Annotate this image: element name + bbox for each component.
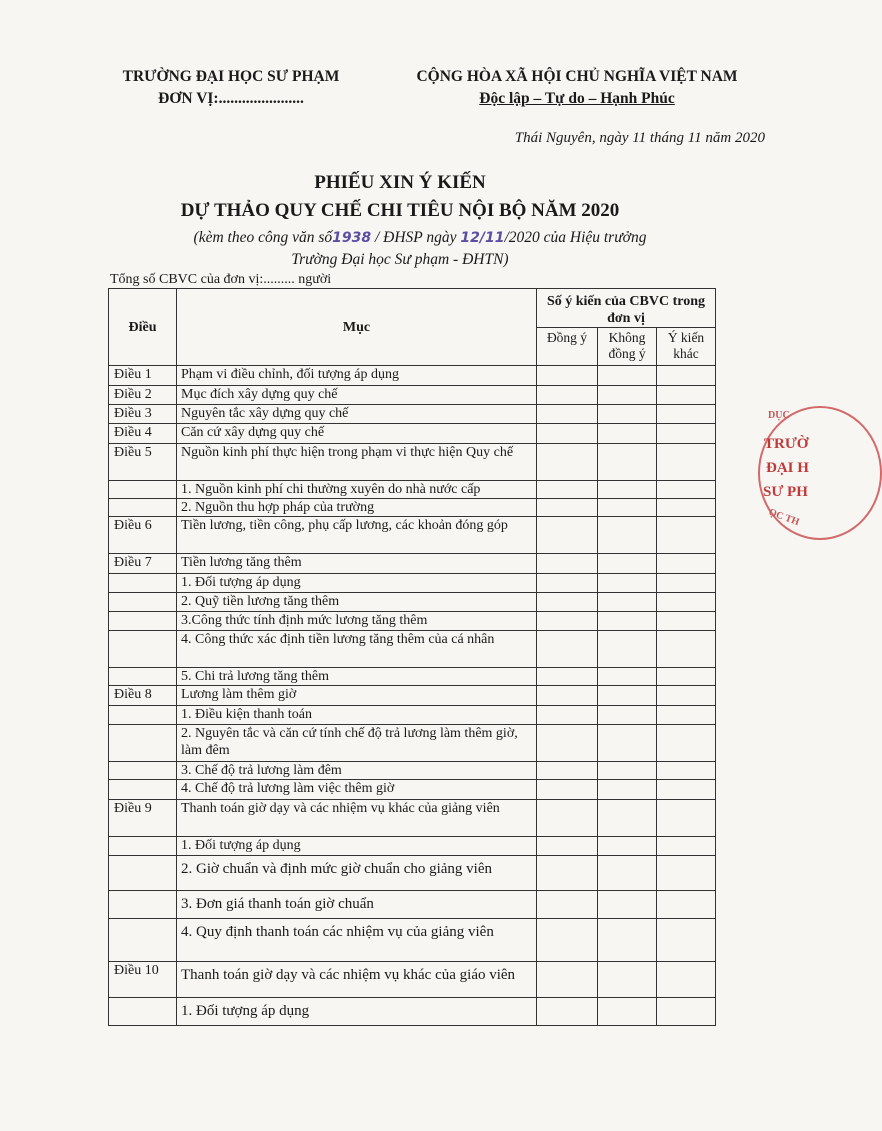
cell-agree[interactable] bbox=[537, 593, 598, 612]
table-row bbox=[109, 856, 716, 891]
cell-other[interactable] bbox=[657, 668, 716, 686]
cell-other[interactable] bbox=[657, 780, 716, 800]
cell-dieu bbox=[109, 574, 177, 593]
reference-text-1: (kèm theo công văn số bbox=[193, 229, 333, 246]
cell-agree[interactable] bbox=[537, 686, 598, 706]
header-opinion-count: Số ý kiến của CBVC trong đơn vị bbox=[537, 289, 716, 328]
cell-muc: Thanh toán giờ dạy và các nhiệm vụ khác của giáo viên bbox=[177, 962, 537, 998]
cell-agree[interactable] bbox=[537, 424, 598, 444]
table-row bbox=[109, 481, 716, 499]
total-staff-line: Tổng số CBVC của đơn vị:......... người bbox=[110, 272, 332, 287]
cell-muc: Căn cứ xây dựng quy chế bbox=[177, 424, 537, 444]
table-row bbox=[109, 668, 716, 686]
table-row bbox=[109, 686, 716, 706]
header-other: Ý kiến khác bbox=[657, 328, 716, 366]
cell-other[interactable] bbox=[657, 424, 716, 444]
header-muc: Mục bbox=[177, 289, 537, 366]
cell-disagree[interactable] bbox=[598, 481, 657, 499]
cell-agree[interactable] bbox=[537, 780, 598, 800]
document-date: Thái Nguyên, ngày 11 tháng 11 năm 2020 bbox=[514, 130, 765, 146]
table-row bbox=[109, 444, 716, 481]
cell-other[interactable] bbox=[657, 554, 716, 574]
seal-text-1: DỤC bbox=[768, 410, 790, 421]
cell-disagree[interactable] bbox=[598, 668, 657, 686]
cell-agree[interactable] bbox=[537, 554, 598, 574]
country-name: CỘNG HÒA XÃ HỘI CHỦ NGHĨA VIỆT NAM bbox=[416, 68, 738, 85]
form-subject: DỰ THẢO QUY CHẾ CHI TIÊU NỘI BỘ NĂM 2020 bbox=[180, 200, 620, 221]
cell-agree[interactable] bbox=[537, 631, 598, 668]
cell-dieu: Điều 6 bbox=[109, 517, 177, 554]
cell-agree[interactable] bbox=[537, 998, 598, 1026]
cell-muc: Mục đích xây dựng quy chế bbox=[177, 386, 537, 405]
cell-dieu bbox=[109, 706, 177, 725]
cell-other[interactable] bbox=[657, 762, 716, 780]
cell-muc: 4. Quy định thanh toán các nhiệm vụ của giảng viên bbox=[177, 919, 537, 962]
header-dieu: Điều bbox=[109, 289, 177, 366]
cell-other[interactable] bbox=[657, 962, 716, 998]
cell-other[interactable] bbox=[657, 706, 716, 725]
cell-disagree[interactable] bbox=[598, 856, 657, 891]
cell-disagree[interactable] bbox=[598, 725, 657, 762]
cell-muc: 1. Đối tượng áp dụng bbox=[177, 837, 537, 856]
cell-other[interactable] bbox=[657, 919, 716, 962]
cell-other[interactable] bbox=[657, 725, 716, 762]
table-row bbox=[109, 517, 716, 554]
cell-agree[interactable] bbox=[537, 891, 598, 919]
header-agree: Đồng ý bbox=[537, 328, 598, 366]
cell-disagree[interactable] bbox=[598, 631, 657, 668]
table-row bbox=[109, 780, 716, 800]
cell-dieu bbox=[109, 481, 177, 499]
cell-dieu bbox=[109, 837, 177, 856]
cell-agree[interactable] bbox=[537, 856, 598, 891]
cell-other[interactable] bbox=[657, 856, 716, 891]
cell-disagree[interactable] bbox=[598, 612, 657, 631]
handwritten-doc-date: 12/11 bbox=[460, 230, 505, 246]
form-title: PHIẾU XIN Ý KIẾN bbox=[314, 172, 486, 193]
cell-dieu bbox=[109, 612, 177, 631]
cell-other[interactable] bbox=[657, 405, 716, 424]
cell-agree[interactable] bbox=[537, 612, 598, 631]
cell-other[interactable] bbox=[657, 499, 716, 517]
cell-muc: 1. Đối tượng áp dụng bbox=[177, 574, 537, 593]
cell-agree[interactable] bbox=[537, 517, 598, 554]
cell-disagree[interactable] bbox=[598, 762, 657, 780]
cell-other[interactable] bbox=[657, 366, 716, 386]
cell-other[interactable] bbox=[657, 800, 716, 837]
cell-disagree[interactable] bbox=[598, 366, 657, 386]
cell-agree[interactable] bbox=[537, 962, 598, 998]
cell-disagree[interactable] bbox=[598, 706, 657, 725]
seal-text-5: ỌC TH bbox=[767, 506, 801, 529]
national-header bbox=[382, 66, 772, 110]
cell-other[interactable] bbox=[657, 891, 716, 919]
cell-agree[interactable] bbox=[537, 919, 598, 962]
cell-other[interactable] bbox=[657, 574, 716, 593]
cell-disagree[interactable] bbox=[598, 444, 657, 481]
cell-other[interactable] bbox=[657, 593, 716, 612]
cell-disagree[interactable] bbox=[598, 780, 657, 800]
cell-muc: Thanh toán giờ dạy và các nhiệm vụ khác của giảng viên bbox=[177, 800, 537, 837]
seal-text-4: SƯ PH bbox=[763, 484, 808, 500]
table-body bbox=[109, 366, 716, 1026]
cell-other[interactable] bbox=[657, 686, 716, 706]
cell-muc: 1. Đối tượng áp dụng bbox=[177, 998, 537, 1026]
cell-agree[interactable] bbox=[537, 481, 598, 499]
cell-agree[interactable] bbox=[537, 444, 598, 481]
cell-dieu: Điều 5 bbox=[109, 444, 177, 481]
cell-dieu: Điều 8 bbox=[109, 686, 177, 706]
cell-dieu bbox=[109, 593, 177, 612]
cell-agree[interactable] bbox=[537, 386, 598, 405]
cell-agree[interactable] bbox=[537, 837, 598, 856]
cell-agree[interactable] bbox=[537, 405, 598, 424]
cell-other[interactable] bbox=[657, 998, 716, 1026]
cell-muc: 3. Đơn giá thanh toán giờ chuẩn bbox=[177, 891, 537, 919]
table-row bbox=[109, 837, 716, 856]
cell-agree[interactable] bbox=[537, 574, 598, 593]
cell-agree[interactable] bbox=[537, 366, 598, 386]
cell-dieu: Điều 4 bbox=[109, 424, 177, 444]
unit-field: ĐƠN VỊ:...................... bbox=[158, 90, 304, 107]
cell-muc: 3.Công thức tính định mức lương tăng thêm bbox=[177, 612, 537, 631]
table-row bbox=[109, 499, 716, 517]
handwritten-doc-number: 1938 bbox=[332, 230, 372, 246]
cell-agree[interactable] bbox=[537, 800, 598, 837]
school-header bbox=[96, 66, 366, 110]
cell-disagree[interactable] bbox=[598, 962, 657, 998]
reference-text-3: /2020 của Hiệu trưởng bbox=[504, 229, 647, 246]
table-row bbox=[109, 593, 716, 612]
table-row bbox=[109, 366, 716, 386]
table-row bbox=[109, 612, 716, 631]
table-row bbox=[109, 962, 716, 998]
cell-agree[interactable] bbox=[537, 668, 598, 686]
cell-dieu: Điều 1 bbox=[109, 366, 177, 386]
table-row bbox=[109, 762, 716, 780]
cell-dieu bbox=[109, 668, 177, 686]
table-row bbox=[109, 554, 716, 574]
cell-dieu bbox=[109, 780, 177, 800]
cell-dieu: Điều 2 bbox=[109, 386, 177, 405]
seal-text-3: ĐẠI H bbox=[766, 460, 809, 476]
cell-dieu bbox=[109, 725, 177, 762]
red-seal-stamp bbox=[758, 400, 828, 550]
cell-muc: 2. Nguồn thu hợp pháp của trường bbox=[177, 499, 537, 517]
cell-dieu: Điều 9 bbox=[109, 800, 177, 837]
cell-dieu bbox=[109, 762, 177, 780]
cell-muc: 1. Điều kiện thanh toán bbox=[177, 706, 537, 725]
cell-other[interactable] bbox=[657, 386, 716, 405]
cell-muc: Tiền lương tăng thêm bbox=[177, 554, 537, 574]
cell-disagree[interactable] bbox=[598, 386, 657, 405]
cell-agree[interactable] bbox=[537, 762, 598, 780]
cell-dieu bbox=[109, 499, 177, 517]
cell-disagree[interactable] bbox=[598, 424, 657, 444]
cell-muc: Nguồn kinh phí thực hiện trong phạm vi thực hiện Quy chế bbox=[177, 444, 537, 481]
cell-muc: 2. Quỹ tiền lương tăng thêm bbox=[177, 593, 537, 612]
cell-dieu bbox=[109, 919, 177, 962]
header-disagree: Không đồng ý bbox=[598, 328, 657, 366]
cell-dieu: Điều 7 bbox=[109, 554, 177, 574]
reference-line-2: Trường Đại học Sư phạm - ĐHTN) bbox=[291, 251, 509, 268]
cell-dieu: Điều 3 bbox=[109, 405, 177, 424]
cell-disagree[interactable] bbox=[598, 593, 657, 612]
cell-disagree[interactable] bbox=[598, 686, 657, 706]
cell-disagree[interactable] bbox=[598, 574, 657, 593]
cell-other[interactable] bbox=[657, 631, 716, 668]
table-row bbox=[109, 574, 716, 593]
table-row bbox=[109, 706, 716, 725]
school-name: TRƯỜNG ĐẠI HỌC SƯ PHẠM bbox=[122, 68, 340, 85]
cell-muc: 2. Giờ chuẩn và định mức giờ chuẩn cho giảng viên bbox=[177, 856, 537, 891]
cell-other[interactable] bbox=[657, 612, 716, 631]
cell-other[interactable] bbox=[657, 481, 716, 499]
cell-agree[interactable] bbox=[537, 706, 598, 725]
cell-disagree[interactable] bbox=[598, 405, 657, 424]
table-row bbox=[109, 424, 716, 444]
cell-disagree[interactable] bbox=[598, 517, 657, 554]
cell-agree[interactable] bbox=[537, 499, 598, 517]
cell-muc: 1. Nguồn kinh phí chi thường xuyên do nhà nước cấp bbox=[177, 481, 537, 499]
cell-disagree[interactable] bbox=[598, 998, 657, 1026]
cell-muc: 4. Công thức xác định tiền lương tăng thêm của cá nhân bbox=[177, 631, 537, 668]
cell-muc: 4. Chế độ trả lương làm việc thêm giờ bbox=[177, 780, 537, 800]
cell-muc: 5. Chi trả lương tăng thêm bbox=[177, 668, 537, 686]
cell-disagree[interactable] bbox=[598, 919, 657, 962]
cell-other[interactable] bbox=[657, 837, 716, 856]
cell-muc: Tiền lương, tiền công, phụ cấp lương, các khoản đóng góp bbox=[177, 517, 537, 554]
reference-line bbox=[0, 229, 840, 247]
table-row bbox=[109, 800, 716, 837]
national-motto: Độc lập – Tự do – Hạnh Phúc bbox=[479, 90, 675, 107]
seal-text-2: TRƯỜ bbox=[764, 436, 809, 452]
table-row bbox=[109, 919, 716, 962]
opinion-table bbox=[108, 288, 716, 1026]
cell-muc: 2. Nguyên tắc và căn cứ tính chế độ trả lương làm thêm giờ, làm đêm bbox=[177, 725, 537, 762]
cell-dieu bbox=[109, 891, 177, 919]
cell-dieu: Điều 10 bbox=[109, 962, 177, 998]
cell-muc: Nguyên tắc xây dựng quy chế bbox=[177, 405, 537, 424]
cell-dieu bbox=[109, 856, 177, 891]
cell-muc: Phạm vi điều chỉnh, đối tượng áp dụng bbox=[177, 366, 537, 386]
table-row bbox=[109, 891, 716, 919]
cell-agree[interactable] bbox=[537, 725, 598, 762]
cell-disagree[interactable] bbox=[598, 837, 657, 856]
cell-disagree[interactable] bbox=[598, 499, 657, 517]
table-row bbox=[109, 405, 716, 424]
cell-dieu bbox=[109, 631, 177, 668]
cell-disagree[interactable] bbox=[598, 891, 657, 919]
cell-other[interactable] bbox=[657, 444, 716, 481]
cell-disagree[interactable] bbox=[598, 554, 657, 574]
reference-text-2: / ĐHSP ngày bbox=[374, 229, 457, 246]
cell-muc: Lương làm thêm giờ bbox=[177, 686, 537, 706]
table-row bbox=[109, 631, 716, 668]
table-row bbox=[109, 998, 716, 1026]
cell-other[interactable] bbox=[657, 517, 716, 554]
table-row bbox=[109, 386, 716, 405]
cell-muc: 3. Chế độ trả lương làm đêm bbox=[177, 762, 537, 780]
cell-dieu bbox=[109, 998, 177, 1026]
table-row bbox=[109, 725, 716, 762]
cell-disagree[interactable] bbox=[598, 800, 657, 837]
